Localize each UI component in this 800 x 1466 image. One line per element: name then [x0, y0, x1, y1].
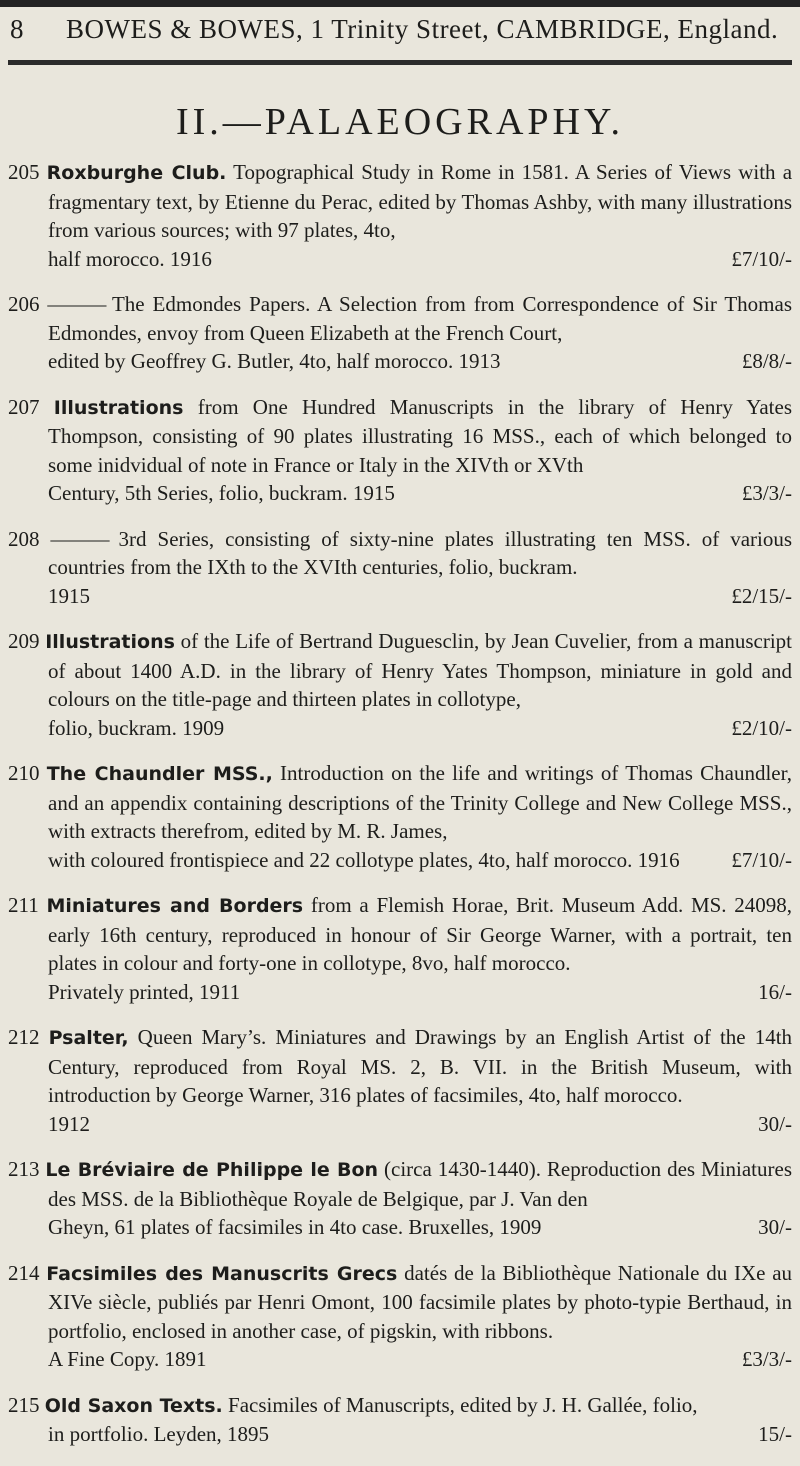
entry-number: 209 [8, 629, 40, 653]
entry-price: £7/10/- [731, 847, 792, 872]
catalogue-entry [8, 891, 792, 1006]
entry-price: £7/10/- [731, 246, 792, 271]
entry-number: 210 [8, 761, 40, 785]
entry-number: 212 [8, 1025, 40, 1049]
entry-ditto-dash: ——— [50, 526, 108, 551]
entry-last-line: half morocco. 1916 [48, 246, 212, 271]
top-border [0, 0, 800, 7]
catalogue-entry [8, 290, 792, 376]
entry-price: 30/- [758, 1215, 792, 1239]
entry-last-line: 1912 [48, 1111, 90, 1136]
catalogue-entry [8, 1155, 792, 1242]
entry-number: 214 [8, 1260, 40, 1285]
entry-number: 213 [8, 1157, 40, 1181]
entry-price: £8/8/- [741, 349, 792, 373]
catalogue-entry [8, 759, 792, 874]
entry-last-line: A Fine Copy. 1891 [48, 1347, 207, 1371]
page-number: 8 [10, 14, 24, 44]
entry-last-line: with coloured frontispiece and 22 collotype plates, 4to, half morocco. 1916 [48, 847, 680, 872]
entry-heading: Illustrations [53, 396, 184, 419]
catalogue-entry [8, 1391, 792, 1449]
entry-heading: Old Saxon Texts. [44, 1394, 223, 1417]
catalogue-entry [8, 1023, 792, 1138]
catalogue-entry [8, 1259, 792, 1374]
entry-last-line: Privately printed, 1911 [48, 979, 241, 1004]
entry-number: 205 [8, 160, 40, 184]
entry-price: £3/3/- [741, 1347, 792, 1371]
entry-body: Queen Mary’s. Miniatures and Drawings by an English Artist of the 14th Century, reproduced from Royal MS. 2, B. VII. in the British Museum, with introduction by George Warner, 316 plates of facsimiles, 4to, half morocco. [48, 1025, 793, 1107]
entry-number: 206 [8, 292, 40, 316]
entry-price: 16/- [758, 979, 792, 1004]
entry-body: Facsimiles of Manuscripts, edited by J. H. Gallée, folio, [228, 1392, 698, 1417]
entry-last-line: 1915 [48, 583, 90, 608]
entry-number: 211 [8, 893, 39, 917]
catalogue-entry [8, 627, 792, 742]
entry-ditto-dash: ——— [47, 292, 105, 316]
entry-number: 215 [8, 1392, 40, 1417]
catalogue-entries [8, 158, 792, 1466]
entry-heading: Psalter, [48, 1027, 129, 1049]
catalogue-entry [8, 158, 792, 273]
entry-number: 207 [8, 394, 40, 419]
entry-body: 3rd Series, consisting of sixty-nine plates illustrating ten MSS. of various countries from the IXth to the XVIth centuries, folio, buckram. [48, 526, 793, 579]
entry-body: (circa 1430-1440). Reproduction des Miniatures des MSS. de la Bibliothèque Royale de Belgique, par J. Van den [48, 1157, 792, 1211]
entry-price: £2/15/- [731, 583, 792, 608]
entry-body: datés de la Bibliothèque Nationale du IXe au XIVe siècle, publiés par Henri Omont, 100 facsimile plates by photo-typie Berthaud, in portfolio, enclosed in another case, of pigskin, with ribbons. [48, 1260, 793, 1343]
entry-heading: Roxburghe Club. [46, 162, 227, 184]
entry-body: from One Hundred Manuscripts in the library of Henry Yates Thompson, consisting of 90 plates illustrating 16 MSS., each of which belonged to some inidvidual of note in France or Italy in the XIVth or XVth [48, 394, 793, 477]
entry-price: £2/10/- [731, 715, 792, 740]
entry-last-line: Gheyn, 61 plates of facsimiles in 4to case. Bruxelles, 1909 [48, 1215, 542, 1239]
entry-price: £3/3/- [741, 481, 792, 505]
entry-last-line: edited by Geoffrey G. Butler, 4to, half morocco. 1913 [48, 349, 501, 373]
page-header [10, 14, 780, 45]
section-title: II.—PALAEOGRAPHY. [175, 101, 625, 143]
entry-last-line: Century, 5th Series, folio, buckram. 1915 [48, 481, 395, 505]
entry-last-line: folio, buckram. 1909 [48, 715, 225, 740]
entry-heading: Le Bréviaire de Philippe le Bon [45, 1159, 379, 1181]
entry-last-line: in portfolio. Leyden, 1895 [48, 1422, 270, 1446]
header-rule [8, 60, 792, 65]
running-title: BOWES & BOWES, 1 Trinity Street, CAMBRIDGE, England. [66, 14, 779, 44]
entry-heading: The Chaundler MSS., [46, 763, 273, 785]
entry-price: 30/- [758, 1111, 792, 1136]
entry-heading: Facsimiles des Manuscrits Grecs [46, 1262, 398, 1285]
catalogue-entry [8, 393, 792, 508]
entry-body: Introduction on the life and writings of Thomas Chaundler, and an appendix containing descriptions of the Trinity College and New College MSS., with extracts therefrom, edited by M. R. James, [48, 761, 793, 843]
entry-body: of the Life of Bertrand Duguesclin, by Jean Cuvelier, from a manuscript of about 1400 A.D. in the library of Henry Yates Thompson, miniature in gold and colours on the title-page and thirteen plates in collotype, [48, 629, 792, 711]
entry-body: Topographical Study in Rome in 1581. A Series of Views with a fragmentary text, by Etienne du Perac, edited by Thomas Ashby, with many illustrations from various sources; with 97 plates, 4to, [48, 160, 793, 242]
entry-body: The Edmondes Papers. A Selection from from Correspondence of Sir Thomas Edmondes, envoy from Queen Elizabeth at the French Court, [48, 292, 793, 345]
entry-body: from a Flemish Horae, Brit. Museum Add. MS. 24098, early 16th century, reproduced in honour of Sir George Warner, with a portrait, ten plates in colour and forty-one in collotype, 8vo, half morocco. [48, 893, 793, 975]
entry-price: 15/- [758, 1422, 792, 1446]
entry-heading: Miniatures and Borders [46, 895, 304, 917]
catalogue-entry [8, 525, 792, 611]
entry-heading: Illustrations [45, 631, 175, 653]
entry-number: 208 [8, 526, 40, 551]
